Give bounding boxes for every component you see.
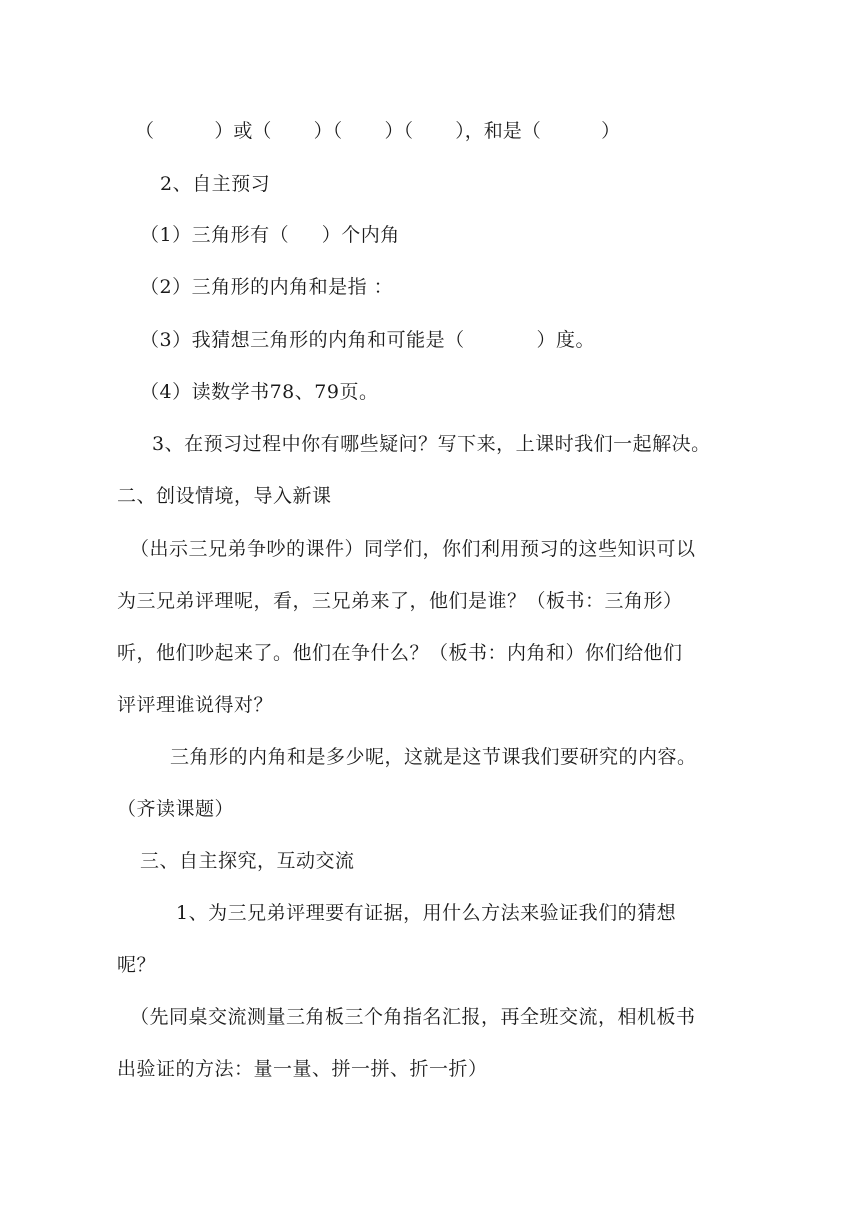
paragraph-line: （先同桌交流测量三角板三个角指名汇报，再全班交流，相机板书 [130, 1006, 696, 1028]
paragraph-line: 呢？ [117, 954, 157, 976]
section-heading: 二、创设情境，导入新课 [117, 485, 332, 507]
list-item: （3）我猜想三角形的内角和可能是（ ）度。 [140, 329, 596, 351]
paragraph-line: 为三兄弟评理呢，看，三兄弟来了，他们是谁？（板书：三角形） [117, 590, 683, 612]
paragraph-line: 评评理谁说得对？ [117, 694, 274, 716]
paragraph-line: 三角形的内角和是多少呢，这就是这节课我们要研究的内容。 [170, 746, 697, 768]
paragraph-line: 3、在预习过程中你有哪些疑问？写下来，上课时我们一起解决。 [152, 433, 711, 455]
list-item: （4）读数学书78、79页。 [140, 381, 379, 403]
list-item: （1）三角形有（ ）个内角 [140, 224, 400, 246]
paragraph-line: 1、为三兄弟评理要有证据，用什么方法来验证我们的猜想 [176, 902, 677, 924]
paragraph-line: （齐读课题） [117, 798, 235, 820]
fill-blank-line: （ ）或（ ）（ ）（ ），和是（ ） [135, 120, 621, 142]
paragraph-line: （出示三兄弟争吵的课件）同学们，你们利用预习的这些知识可以 [130, 538, 696, 560]
section-heading: 2、自主预习 [160, 173, 271, 195]
paragraph-line: 听，他们吵起来了。他们在争什么？（板书：内角和）你们给他们 [117, 642, 683, 664]
paragraph-line: 出验证的方法：量一量、拼一拼、折一折） [117, 1058, 488, 1080]
list-item: （2）三角形的内角和是指 ： [140, 276, 394, 298]
section-heading: 三、自主探究，互动交流 [140, 850, 355, 872]
